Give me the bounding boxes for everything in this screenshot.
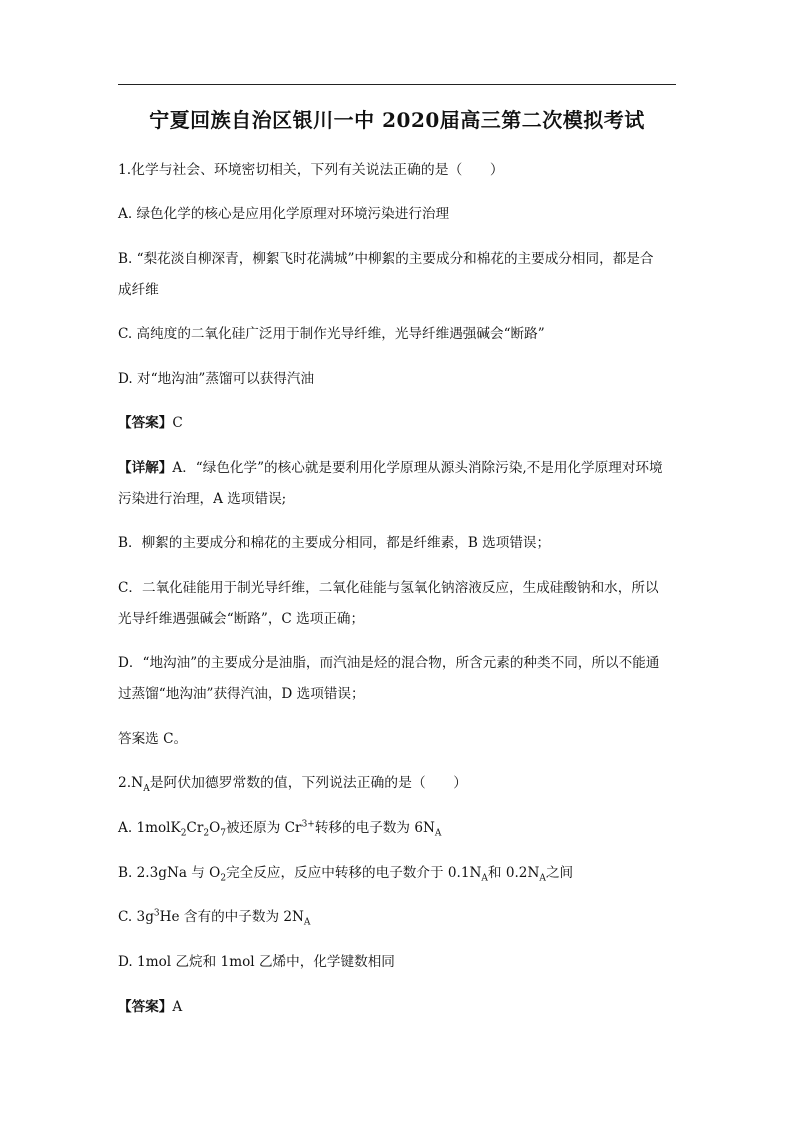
text: He 含有的中子数为 2N	[159, 909, 304, 925]
sub: A	[539, 873, 546, 884]
q1-detail-5: 光导纤维遇强碱会“断路”，C 选项正确；	[118, 611, 365, 627]
sup: 3	[153, 908, 160, 919]
header-rule	[118, 84, 676, 85]
text: 之间	[545, 865, 574, 881]
text: 完全反应，反应中转移的电子数介于 0.1N	[226, 865, 482, 881]
q1-detail-3: B．柳絮的主要成分和棉花的主要成分相同，都是纤维素，B 选项错误；	[118, 535, 551, 551]
q1-stem: 1.化学与社会、环境密切相关，下列有关说法正确的是（ ）	[118, 162, 504, 178]
answer-label: 【答案】	[118, 999, 173, 1015]
q2-option-d: D. 1mol 乙烷和 1mol 乙烯中，化学键数相同	[118, 954, 395, 970]
sub: 2	[203, 828, 210, 839]
q1-detail-1	[118, 459, 663, 477]
q1-answer	[118, 414, 183, 432]
text: Cr	[186, 820, 204, 836]
answer-value: A	[172, 999, 183, 1015]
q1-option-d: D. 对“地沟油”蒸馏可以获得汽油	[118, 371, 315, 387]
q1-option-b-cont: 成纤维	[118, 282, 159, 298]
q2-stem	[118, 774, 467, 792]
q2-option-b	[118, 864, 573, 882]
text: 转移的电子数为 6N	[314, 820, 435, 836]
detail-label: 【详解】	[118, 460, 173, 476]
q2-answer	[118, 998, 182, 1016]
q1-option-c: C. 高纯度的二氧化硅广泛用于制作光导纤维，光导纤维遇强碱会“断路”	[118, 326, 545, 342]
q1-option-a: A. 绿色化学的核心是应用化学原理对环境污染进行治理	[118, 206, 450, 222]
sub: 7	[220, 828, 226, 839]
q2-stem-post: 是阿伏加德罗常数的值，下列说法正确的是（ ）	[149, 775, 468, 791]
q1-detail-2: 污染进行治理，A 选项错误;	[118, 491, 287, 507]
text: A. 1molK	[118, 820, 181, 836]
text: C. 3g	[118, 909, 154, 925]
text: O	[209, 820, 221, 836]
q2-stem-pre: 2.N	[118, 775, 144, 791]
text: 和 0.2N	[487, 865, 540, 881]
sub: A	[303, 917, 311, 928]
text: B. 2.3gNa 与 O	[118, 865, 221, 881]
q1-detail-4: C．二氧化硅能用于制光导纤维，二氧化硅能与氢氧化钠溶液反应，生成硅酸钠和水，所以	[118, 580, 659, 596]
sub: 2	[180, 828, 187, 839]
answer-value: C	[172, 415, 183, 431]
q2-option-c	[118, 908, 310, 926]
sup: 3+	[301, 819, 315, 830]
q1-conclusion: 答案选 C。	[118, 731, 188, 747]
text: 被还原为 Cr	[225, 820, 302, 836]
q1-detail-7: 过蒸馏“地沟油”获得汽油，D 选项错误；	[118, 686, 365, 702]
q1-detail-6: D．“地沟油”的主要成分是油脂，而汽油是烃的混合物，所含元素的种类不同，所以不能通	[118, 655, 660, 671]
page-title: 宁夏回族自治区银川一中 2020届高三第二次模拟考试	[149, 108, 645, 132]
q2-option-a	[118, 819, 441, 837]
q2-stem-sub: A	[143, 783, 150, 794]
answer-label: 【答案】	[118, 415, 173, 431]
detail-text: A．“绿色化学”的核心就是要利用化学原理从源头消除污染,不是用化学原理对环境	[172, 460, 663, 476]
sub: A	[481, 873, 488, 884]
sub: 2	[220, 873, 227, 884]
q1-option-b: B. “梨花淡自柳深青，柳絮飞时花满城”中柳絮的主要成分和棉花的主要成分相同，都是合	[118, 251, 654, 267]
sub: A	[434, 828, 442, 839]
